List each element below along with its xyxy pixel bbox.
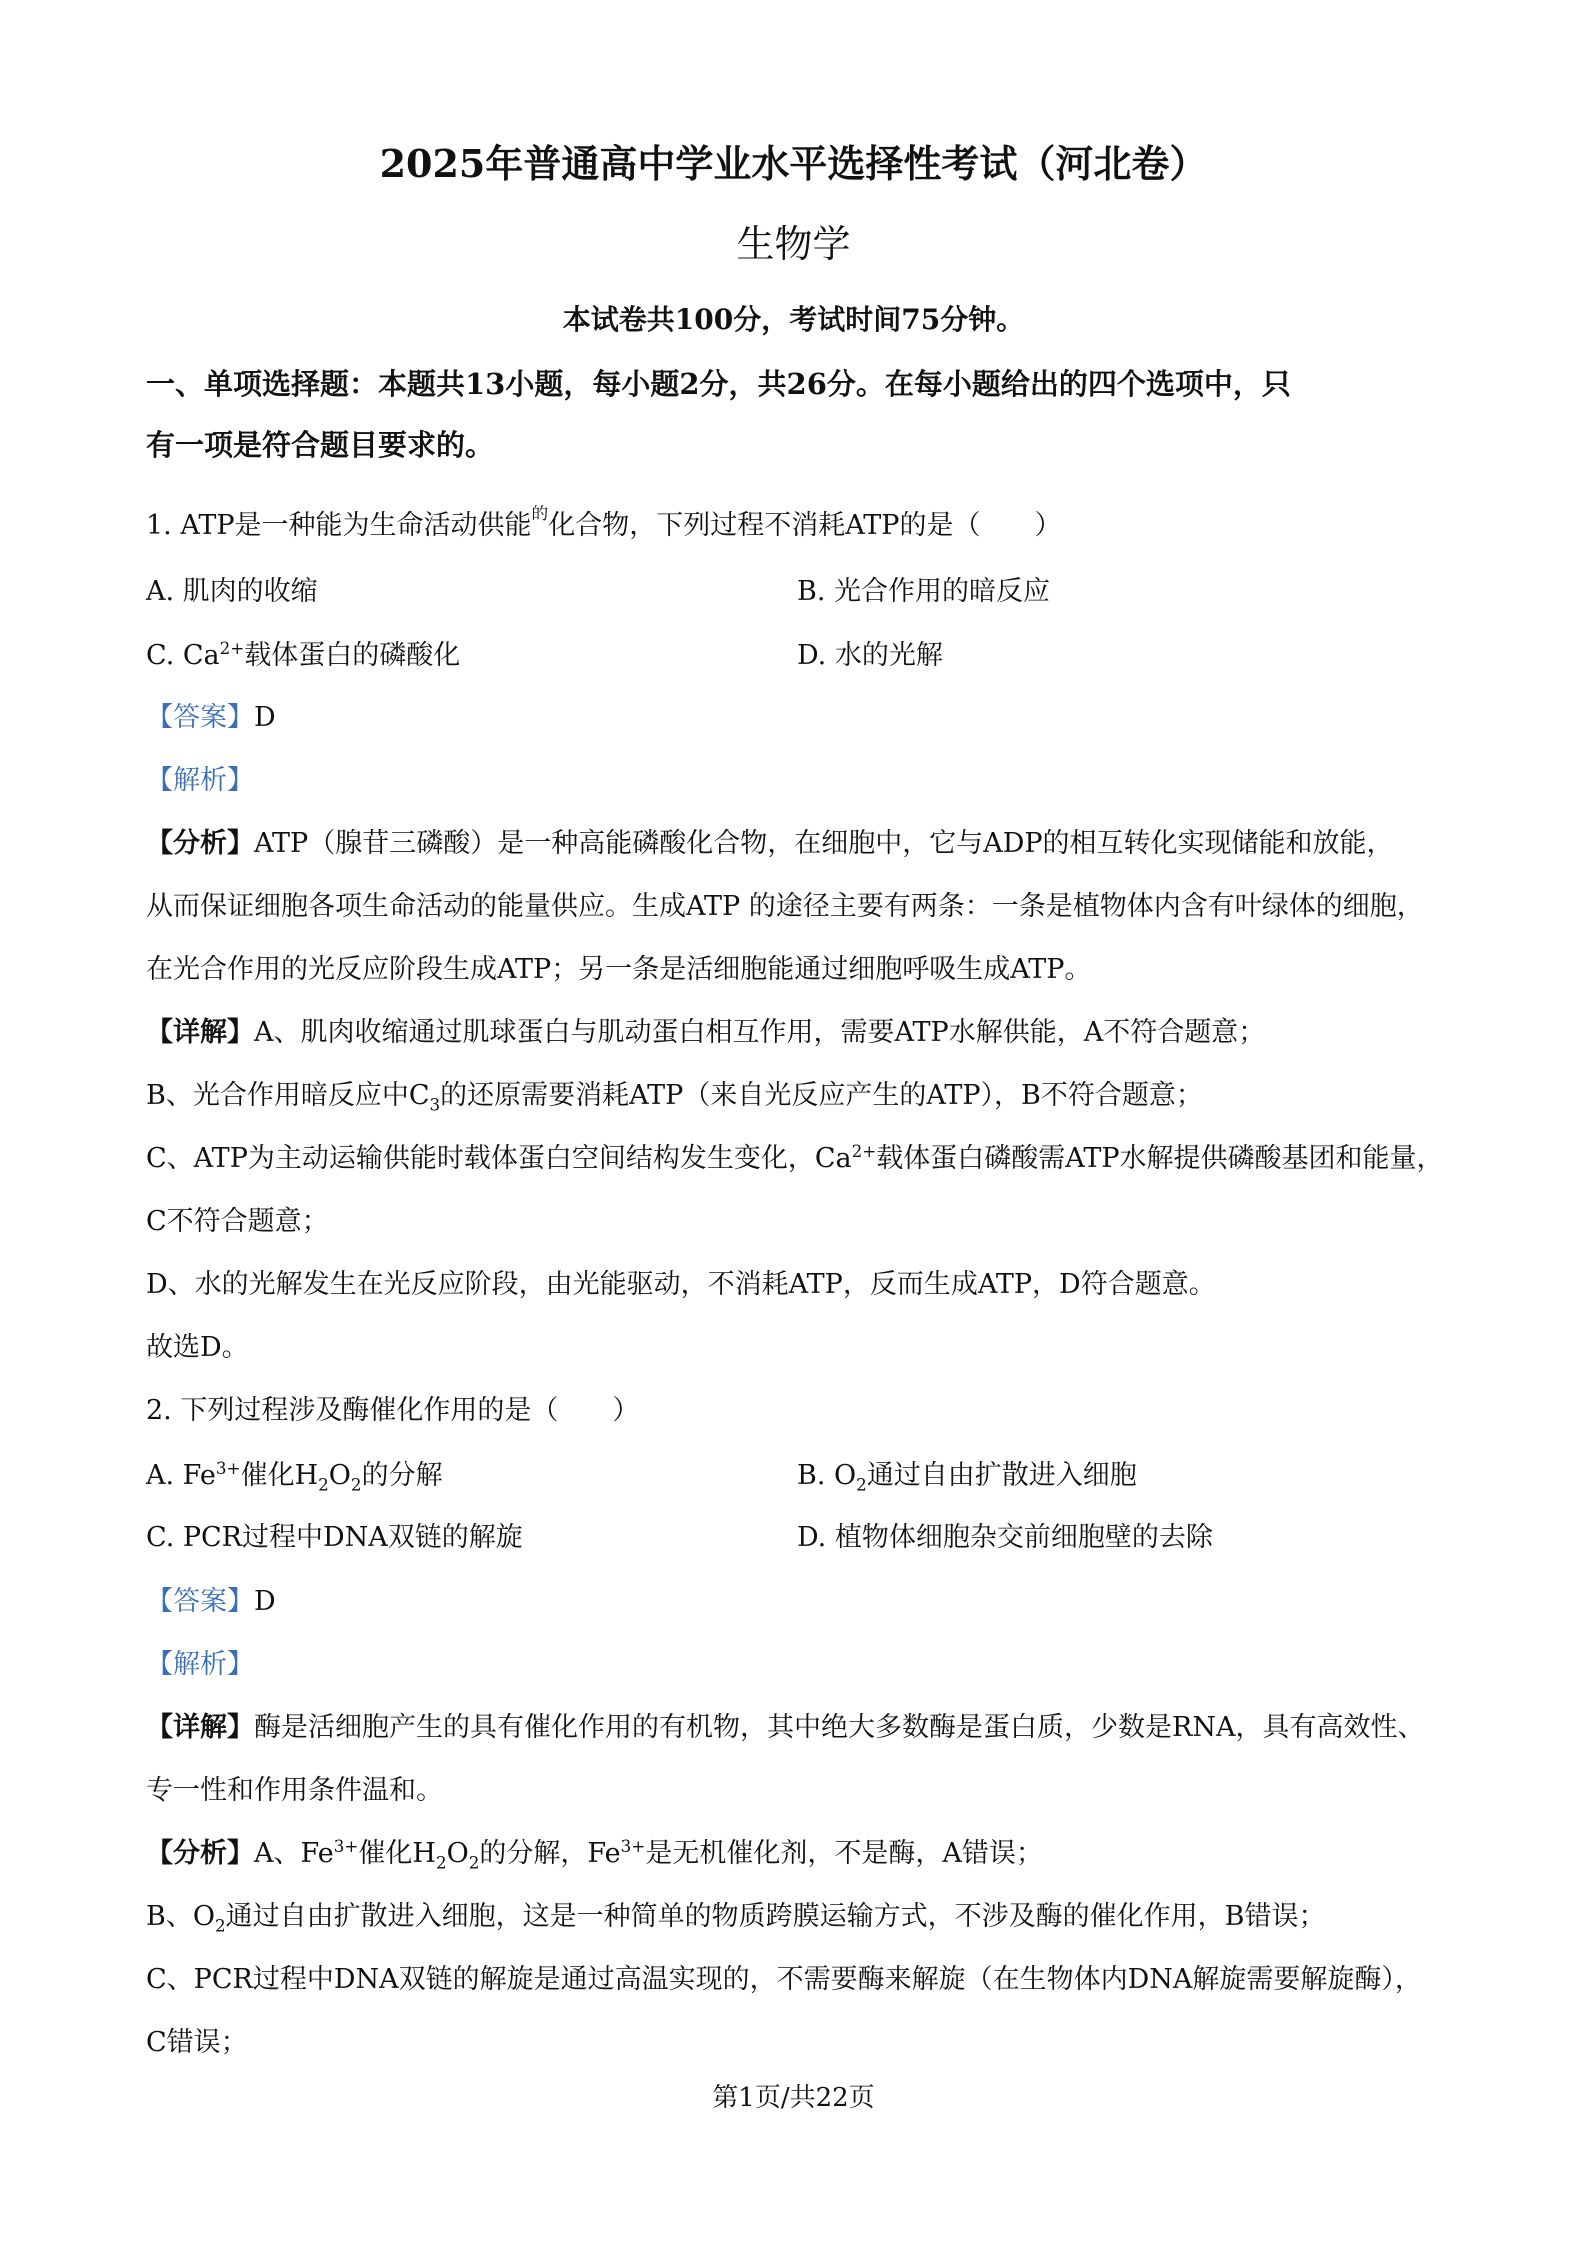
q2-option-a-text-4: 的分解: [361, 1460, 443, 1491]
q2-analysis-a-text-5: 是无机催化剂，不是酶，A错误；: [645, 1838, 1043, 1869]
q2-detail-line1: [146, 1708, 1424, 1748]
q2-option-b-sub: 2: [856, 1474, 867, 1495]
q1-option-d: D. 水的光解: [797, 640, 943, 671]
q1-option-c-sup: 2+: [219, 638, 245, 658]
q2-analysis-b: [146, 1897, 1325, 1937]
q1-detail-b-text-2: 的还原需要消耗ATP（来自光反应产生的ATP），B不符合题意；: [440, 1080, 1203, 1111]
q2-analysis-b-text-2: 通过自由扩散进入细胞，这是一种简单的物质跨膜运输方式，不涉及酶的催化作用，B错误；: [225, 1901, 1326, 1932]
q2-analysis-c2: C错误；: [146, 2027, 248, 2058]
q2-option-a-sub2: 2: [350, 1474, 362, 1495]
q2-option-a-sub1: 2: [318, 1474, 329, 1495]
q2-option-a-text-2: 催化H: [240, 1460, 319, 1491]
q1-detail-c-sup: 2+: [851, 1141, 877, 1161]
q1-answer-value: D: [254, 702, 276, 733]
q2-detail-label: 【详解】: [146, 1712, 254, 1743]
page-footer: 第1页/共22页: [712, 2083, 875, 2113]
q2-analysis-a-text-3: O: [446, 1838, 469, 1869]
q1-stem: [146, 502, 1062, 548]
q2-option-a: [146, 1456, 443, 1496]
q1-option-c: [146, 636, 460, 676]
q1-analysis-line1: [146, 824, 1394, 864]
q1-detail-label: 【详解】: [146, 1017, 254, 1048]
q2-jiexi-label: 【解析】: [146, 1649, 254, 1680]
exam-info: 本试卷共100分，考试时间75分钟。: [562, 303, 1025, 336]
q1-stem-text: 1. ATP是一种能为生命活动供能: [146, 510, 532, 541]
exam-title: 2025年普通高中学业水平选择性考试（河北卷）: [379, 141, 1208, 186]
q1-detail-c-text-2: 载体蛋白磷酸需ATP水解提供磷酸基团和能量，: [876, 1143, 1444, 1174]
q1-analysis-line3: 在光合作用的光反应阶段生成ATP；另一条是活细胞能通过细胞呼吸生成ATP。: [146, 954, 1092, 985]
q2-analysis-a-text-4: 的分解，Fe: [479, 1838, 621, 1869]
q2-stem: 2. 下列过程涉及酶催化作用的是（ ）: [146, 1395, 640, 1426]
q1-detail-d: D、水的光解发生在光反应阶段，由光能驱动，不消耗ATP，反而生成ATP，D符合题意。: [146, 1269, 1216, 1300]
q1-stem-sup: 的: [531, 502, 549, 523]
q2-analysis-a-text: A、Fe: [254, 1838, 334, 1869]
q2-option-a-sup: 3+: [215, 1458, 241, 1478]
q1-answer: [146, 698, 276, 738]
section-heading-line1: 一、单项选择题：本题共13小题，每小题2分，共26分。在每小题给出的四个选项中，只: [146, 367, 1291, 401]
q1-detail-b: [146, 1076, 1203, 1116]
q1-option-c-text: C. Ca: [146, 640, 220, 671]
q1-jiexi-label: 【解析】: [146, 765, 254, 796]
q2-analysis-a-sub1: 2: [435, 1852, 447, 1873]
q2-answer: [146, 1582, 276, 1622]
q1-analysis-text-1: ATP（腺苷三磷酸）是一种高能磷酸化合物，在细胞中，它与ADP的相互转化实现储能和放能，: [254, 828, 1394, 859]
q2-option-a-text-3: O: [328, 1460, 351, 1491]
q2-analysis-a: [146, 1834, 1043, 1874]
q1-stem-text-2: 化合物，下列过程不消耗ATP的是（ ）: [548, 510, 1062, 541]
q1-detail-c2: C不符合题意；: [146, 1206, 329, 1237]
q1-detail-b-text: B、光合作用暗反应中C: [146, 1080, 430, 1111]
q2-analysis-a-sup1: 3+: [333, 1836, 359, 1856]
q2-analysis-b-text: B、O: [146, 1901, 215, 1932]
q2-option-c: C. PCR过程中DNA双链的解旋: [146, 1522, 523, 1553]
q1-answer-label: 【答案】: [146, 702, 254, 733]
q2-option-d: D. 植物体细胞杂交前细胞壁的去除: [797, 1522, 1213, 1553]
q2-detail-line2: 专一性和作用条件温和。: [146, 1775, 443, 1806]
q2-answer-label: 【答案】: [146, 1586, 254, 1617]
q1-detail-a: [146, 1013, 1265, 1053]
q2-option-b: [797, 1456, 1137, 1496]
section-heading-line2: 有一项是符合题目要求的。: [146, 428, 495, 462]
q2-analysis-a-text-2: 催化H: [358, 1838, 436, 1869]
q1-detail-c-text: C、ATP为主动运输供能时载体蛋白空间结构发生变化，Ca: [146, 1143, 852, 1174]
q1-choose: 故选D。: [146, 1332, 249, 1363]
q2-analysis-b-sub: 2: [214, 1915, 226, 1936]
q2-option-b-text-2: 通过自由扩散进入细胞: [866, 1460, 1137, 1491]
q1-analysis-label: 【分析】: [146, 828, 254, 859]
q2-analysis-label: 【分析】: [146, 1838, 254, 1869]
q2-option-a-text: A. Fe: [146, 1460, 216, 1491]
q2-detail-text-1: 酶是活细胞产生的具有催化作用的有机物，其中绝大多数酶是蛋白质，少数是RNA，具有高效性、: [254, 1712, 1425, 1743]
q2-option-b-text: B. O: [797, 1460, 857, 1491]
q2-answer-value: D: [254, 1586, 276, 1617]
q2-analysis-a-sub2: 2: [468, 1852, 480, 1873]
q1-option-a: A. 肌肉的收缩: [146, 576, 318, 607]
q1-option-b: B. 光合作用的暗反应: [797, 576, 1051, 607]
q2-analysis-c1: C、PCR过程中DNA双链的解旋是通过高温实现的，不需要酶来解旋（在生物体内DNA解旋需要解旋酶），: [146, 1964, 1422, 1995]
q2-analysis-a-sup2: 3+: [620, 1836, 646, 1856]
q1-analysis-line2: 从而保证细胞各项生命活动的能量供应。生成ATP 的途径主要有两条：一条是植物体内含有叶绿体的细胞，: [146, 891, 1424, 922]
q1-detail-c: [146, 1139, 1444, 1179]
q1-detail-b-sub: 3: [429, 1094, 441, 1115]
subject-title: 生物学: [736, 222, 851, 266]
q1-detail-a-text: A、肌肉收缩通过肌球蛋白与肌动蛋白相互作用，需要ATP水解供能，A不符合题意；: [254, 1017, 1266, 1048]
q1-option-c-text-2: 载体蛋白的磷酸化: [244, 640, 461, 671]
